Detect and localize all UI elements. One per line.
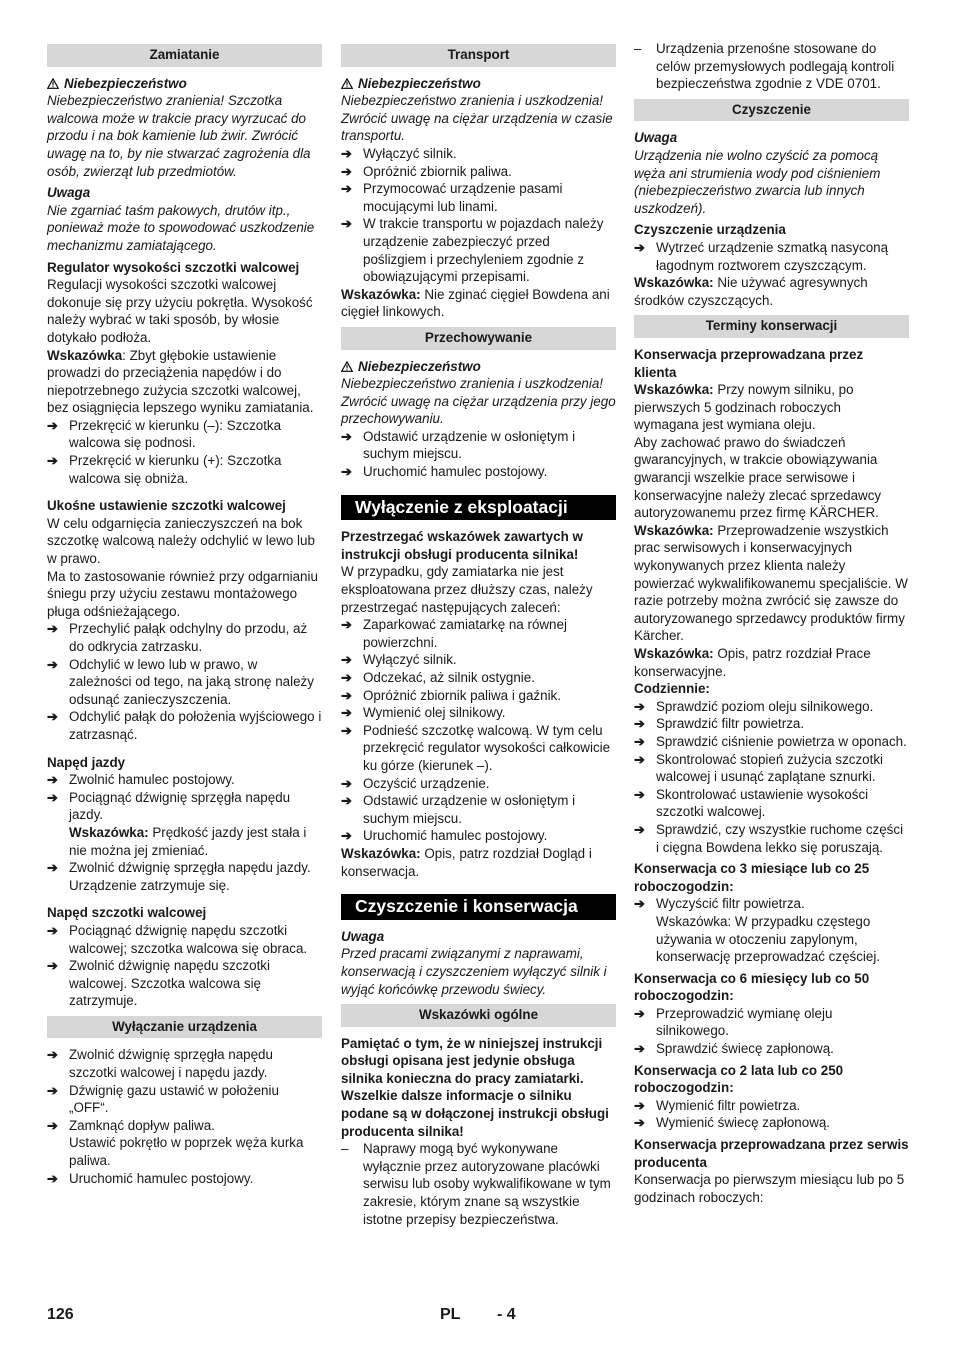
arrow-right-icon: ➔: [341, 722, 352, 738]
arrow-right-icon: ➔: [47, 789, 58, 805]
list-item-text: Uruchomić hamulec postojowy.: [363, 464, 548, 480]
hint-paragraph: [634, 645, 909, 680]
list-item-text: Odchylić pałąk do położenia wyjściowego i zatrzasnąć.: [69, 709, 322, 742]
list-item: [341, 704, 616, 722]
list-item: [634, 239, 909, 274]
hint-label: Wskazówka:: [69, 824, 149, 840]
hint-paragraph: [341, 286, 616, 321]
list-item-text: Sprawdzić filtr powietrza.: [656, 716, 805, 732]
warning-label: Niebezpieczeństwo: [64, 75, 187, 91]
arrow-right-icon: ➔: [47, 1047, 58, 1063]
subheading-regulator: Regulator wysokości szczotki walcowej: [47, 259, 300, 275]
section-heading-wylaczanie: Wyłączanie urządzenia: [47, 1016, 322, 1039]
list-item: [634, 1097, 909, 1115]
arrow-right-icon: ➔: [341, 428, 352, 444]
language-code: PL: [440, 1306, 461, 1323]
warning-label: Niebezpieczeństwo: [358, 75, 481, 91]
list-item-text: Wyłączyć silnik.: [363, 652, 457, 668]
list-item: [47, 789, 322, 824]
subheading-naped-jazdy: Napęd jazdy: [47, 754, 126, 770]
list-item: [634, 786, 909, 821]
subheading-ukosne: Ukośne ustawienie szczotki walcowej: [47, 498, 286, 514]
chapter-heading-czyszczenie-konserwacja: Czyszczenie i konserwacja: [341, 894, 616, 920]
section-heading-czyszczenie: Czyszczenie: [634, 99, 909, 122]
hint-paragraph: [47, 824, 322, 859]
warning-text: Niebezpieczeństwo zranienia i uszkodzenia! Zwrócić uwagę na ciężar urządzenia w czasie transportu.: [341, 93, 613, 144]
arrow-right-icon: ➔: [634, 1097, 645, 1113]
list-item: [634, 733, 909, 751]
section-heading-wskazowki: Wskazówki ogólne: [341, 1004, 616, 1027]
list-item: [341, 669, 616, 687]
arrow-right-icon: ➔: [341, 181, 352, 197]
list-item: [634, 821, 909, 856]
column-1: [47, 44, 322, 1187]
list-item-text: Skontrolować stopień zużycia szczotki walcowej i usunąć zaplątane sznurki.: [656, 751, 883, 785]
list-item: [341, 722, 616, 775]
hint-label: Wskazówka:: [634, 382, 714, 398]
list-item: [47, 957, 322, 1010]
list-item-text: Sprawdzić świecę zapłonową.: [656, 1041, 834, 1057]
list-item-text: Skontrolować ustawienie wysokości szczotki walcowej.: [656, 786, 869, 820]
arrow-right-icon: ➔: [341, 775, 352, 791]
hint-text: Nie używać agresywnych środków czyszczących.: [634, 275, 868, 308]
note-text: Przed pracami związanymi z naprawami, konserwacją i czyszczeniem wyłączyć silnik i wyjąć końcówkę przewodu świecy.: [341, 946, 607, 997]
list-item: [634, 1114, 909, 1132]
indented-text: Wskazówka: W przypadku częstego używania w otoczeniu zapylonym, konserwację przeprowadzać częściej.: [656, 913, 881, 965]
list-item: [341, 687, 616, 705]
arrow-right-icon: ➔: [47, 417, 58, 433]
note-heading: Uwaga: [341, 928, 385, 944]
subheading-czyszczenie-urzadzenia: Czyszczenie urządzenia: [634, 222, 786, 238]
list-item-text: Wytrzeć urządzenie szmatką nasyconą łagodnym roztworem czyszczącym.: [656, 239, 889, 273]
warning-triangle-icon: [47, 78, 59, 89]
hint-paragraph: [634, 381, 909, 434]
arrow-right-icon: ➔: [341, 828, 352, 844]
warning-label: Niebezpieczeństwo: [358, 358, 481, 374]
hint-text: Przeprowadzenie wszystkich prac serwisowych i konserwacyjnych wykonywanych przez klienta należy powierzać wykwalifikowanemu specjaliście. W razie potrzeby można zwrócić się zawsze do autoryzowanego sprzedawcy produktów firmy Kärcher.: [634, 522, 908, 644]
list-item-text: Opróżnić zbiornik paliwa.: [363, 163, 512, 179]
list-item-text: Przekręcić w kierunku (–): Szczotka walcowa się podnosi.: [69, 417, 282, 451]
arrow-right-icon: ➔: [634, 786, 645, 802]
indented-text: Ustawić pokrętło w poprzek węża kurka paliwa.: [69, 1135, 304, 1169]
hint-paragraph: [634, 522, 909, 645]
arrow-right-icon: ➔: [47, 1082, 58, 1098]
list-item-text: Przymocować urządzenie pasami mocującymi lub linami.: [363, 181, 563, 214]
hint-label: Wskazówka:: [341, 845, 421, 861]
dash-item: – Urządzenia przenośne stosowane do celów przemysłowych podlegają kontroli bezpieczeństwa zgodnie z VDE 0701.: [634, 41, 895, 92]
list-item: [341, 163, 616, 181]
arrow-right-icon: ➔: [47, 1117, 58, 1133]
paragraph: W przypadku, gdy zamiatarka nie jest eksploatowana przez dłuższy czas, należy przestrzegać następujących zaleceń:: [341, 564, 593, 615]
list-item: [341, 616, 616, 651]
list-item-text: Wyczyścić filtr powietrza.: [656, 896, 805, 912]
list-item: [341, 145, 616, 163]
list-item: [47, 1082, 322, 1117]
list-item: [47, 859, 322, 894]
warning-text: Niebezpieczeństwo zranienia i uszkodzenia! Zwrócić uwagę na ciężar urządzenia przy jego przechowywaniu.: [341, 376, 616, 427]
hint-paragraph: [47, 347, 322, 417]
list-item-text: Zwolnić hamulec postojowy.: [69, 772, 235, 788]
dash-item: – Naprawy mogą być wykonywane wyłącznie przez autoryzowane placówki serwisu lub osoby wykwalifikowane w tym zakresie, którym znane są wszystkie istotne przepisy bezpieczeństwa.: [341, 1141, 611, 1227]
list-item-text: Podnieść szczotkę walcową. W tym celu przekręcić regulator wysokości całkowicie ku górze (kierunek –).: [363, 722, 611, 773]
section-heading-zamiatanie: Zamiatanie: [47, 44, 322, 67]
list-item-text: Uruchomić hamulec postojowy.: [363, 828, 548, 844]
bold-paragraph: Przestrzegać wskazówek zawartych w instrukcji obsługi producenta silnika!: [341, 529, 583, 562]
list-item: [47, 1117, 322, 1135]
paragraph: Konserwacja po pierwszym miesiącu lub po 5 godzinach roboczych:: [634, 1172, 905, 1205]
arrow-right-icon: ➔: [47, 772, 58, 788]
list-item: [341, 180, 616, 215]
list-item-text: Opróżnić zbiornik paliwa i gaźnik.: [363, 687, 561, 703]
list-item-text: Odstawić urządzenie w osłoniętym i suchym miejscu.: [363, 428, 576, 462]
warning-heading: [341, 358, 616, 376]
list-item-text: Wymienić olej silnikowy.: [363, 705, 506, 721]
arrow-right-icon: ➔: [634, 821, 645, 837]
subheading-6-miesiecy: Konserwacja co 6 miesięcy lub co 50 roboczogodzin:: [634, 970, 870, 1004]
arrow-right-icon: ➔: [47, 958, 58, 974]
hint-label: Wskazówka:: [634, 275, 714, 291]
hint-text: Przy nowym silniku, po pierwszych 5 godzinach roboczych wymagana jest wymiana oleju.: [634, 382, 854, 433]
list-item-text: Odstawić urządzenie w osłoniętym i suchym miejscu.: [363, 793, 576, 826]
list-item: [47, 771, 322, 789]
arrow-right-icon: ➔: [341, 652, 352, 668]
warning-text: Niebezpieczeństwo zranienia! Szczotka walcowa może w trakcie pracy wyrzucać do przodu i na bok kamienie lub żwir. Zwrócić uwagę na to, by nie stwarzać zagrożenia dla osób, zwierząt lub przedmiotów.: [47, 93, 311, 179]
list-item: [47, 656, 322, 709]
section-number: - 4: [497, 1306, 516, 1323]
list-item-text: Wymienić świecę zapłonową.: [656, 1115, 831, 1131]
list-item: [47, 1170, 322, 1188]
list-item-text: Dźwignię gazu ustawić w położeniu „OFF“.: [69, 1082, 279, 1116]
list-item: [341, 651, 616, 669]
hint-label: Wskazówka:: [341, 286, 421, 302]
list-item: [47, 417, 322, 452]
arrow-right-icon: ➔: [341, 793, 352, 809]
hint-text: Opis, patrz rozdział Dogląd i konserwacja.: [341, 845, 592, 879]
hint-label: Wskazówka:: [634, 646, 714, 661]
note-heading: Uwaga: [47, 185, 91, 201]
arrow-right-icon: ➔: [634, 1005, 645, 1021]
list-item: [47, 922, 322, 957]
list-item: [634, 1005, 909, 1040]
arrow-right-icon: ➔: [341, 687, 352, 703]
list-item-text: Zwolnić dźwignię sprzęgła napędu szczotki walcowej i napędu jazdy.: [69, 1047, 273, 1081]
list-item: [341, 827, 616, 845]
paragraph: Aby zachować prawo do świadczeń gwarancyjnych, w trakcie obowiązywania gwarancji wszelkie prace serwisowe i konserwacyjne należy zlecać sprzedawcy autoryzowanemu przez firmę KÄRCHER.: [634, 434, 882, 521]
list-item-text: Zwolnić dźwignię napędu szczotki walcowej. Szczotka walcowa się zatrzymuje.: [69, 958, 270, 1009]
list-item: [47, 452, 322, 487]
warning-triangle-icon: [341, 361, 353, 372]
list-item: [341, 775, 616, 793]
section-heading-terminy: Terminy konserwacji: [634, 315, 909, 338]
list-item: [47, 620, 322, 655]
arrow-right-icon: ➔: [341, 705, 352, 721]
subheading-serwis: Konserwacja przeprowadzana przez serwis producenta: [634, 1137, 909, 1170]
list-item: [341, 215, 616, 285]
list-item: [341, 428, 616, 463]
subheading-3-miesiace: Konserwacja co 3 miesiące lub co 25 roboczogodzin:: [634, 861, 870, 894]
arrow-right-icon: ➔: [634, 733, 645, 749]
arrow-right-icon: ➔: [341, 216, 352, 232]
column-3: [634, 40, 909, 1206]
section-heading-transport: Transport: [341, 44, 616, 67]
list-item-text: Przeprowadzić wymianę oleju silnikowego.: [656, 1005, 833, 1039]
dash-item-text: Naprawy mogą być wykonywane wyłącznie przez autoryzowane placówki serwisu lub osoby wykwalifikowane w tym zakresie, którym znane są wszystkie istotne przepisy bezpieczeństwa.: [363, 1141, 611, 1227]
list-item-text: Oczyścić urządzenie.: [363, 775, 490, 791]
section-heading-przechowywanie: Przechowywanie: [341, 327, 616, 350]
bold-paragraph: Pamiętać o tym, że w niniejszej instrukcji obsługi opisana jest jedynie obsługa silnika konieczna do pracy zamiatarki. Wszelkie dalsze informacje o silniku podane są w dołączonej instrukcji obsługi producenta silnika!: [341, 1035, 609, 1139]
warning-heading: [47, 75, 322, 93]
arrow-right-icon: ➔: [634, 1041, 645, 1057]
list-item-text: Zwolnić dźwignię sprzęgła napędu jazdy. Urządzenie zatrzymuje się.: [69, 860, 311, 893]
arrow-right-icon: ➔: [47, 656, 58, 672]
hint-label: Wskazówka: [47, 347, 123, 363]
column-2: [341, 44, 616, 1228]
arrow-right-icon: ➔: [634, 716, 645, 732]
note-heading: Uwaga: [634, 130, 678, 146]
list-item-text: Zaparkować zamiatarkę na równej powierzchni.: [363, 617, 567, 650]
list-item-text: Wyłączyć silnik.: [363, 145, 457, 161]
list-item: [634, 1040, 909, 1058]
list-item-text: Sprawdzić poziom oleju silnikowego.: [656, 698, 874, 714]
list-item: [341, 792, 616, 827]
list-item: [634, 895, 909, 913]
paragraph: Ma to zastosowanie również przy odgarnianiu śniegu przy użyciu zestawu montażowego pługa odśnieżającego.: [47, 568, 318, 619]
arrow-right-icon: ➔: [341, 617, 352, 633]
arrow-right-icon: ➔: [47, 860, 58, 876]
list-item: [634, 698, 909, 716]
arrow-right-icon: ➔: [634, 896, 645, 912]
note-text: Nie zgarniać taśm pakowych, drutów itp., ponieważ może to spowodować uszkodzenie mechanizmu zamiatającego.: [47, 202, 315, 253]
list-item-text: W trakcie transportu w pojazdach należy urządzenie zabezpieczyć przed poślizgiem i przechyleniem zgodnie z obowiązującymi przepisami.: [363, 216, 604, 285]
hint-text: Prędkość jazdy jest stała i nie można jej zmieniać.: [69, 824, 307, 858]
list-item: [634, 715, 909, 733]
arrow-right-icon: ➔: [634, 751, 645, 767]
arrow-right-icon: ➔: [341, 163, 352, 179]
arrow-right-icon: ➔: [47, 453, 58, 469]
arrow-right-icon: ➔: [47, 621, 58, 637]
list-item-text: Odchylić w lewo lub w prawo, w zależności od tego, na jaką stronę należy odsunąć zanieczyszczenia.: [69, 656, 314, 707]
warning-heading: [341, 75, 616, 93]
list-item-text: Wymienić filtr powietrza.: [656, 1097, 801, 1113]
hint-text: Opis, patrz rozdział Prace konserwacyjne.: [634, 646, 871, 679]
subheading-2-lata: Konserwacja co 2 lata lub co 250 roboczogodzin:: [634, 1062, 844, 1096]
hint-text: Nie zginać cięgieł Bowdena ani cięgieł linkowych.: [341, 286, 610, 320]
arrow-right-icon: ➔: [341, 145, 352, 161]
chapter-heading-wylaczenie: Wyłączenie z eksploatacji: [341, 495, 616, 521]
hint-text: : Zbyt głębokie ustawienie prowadzi do przeciążenia napędów i do niepotrzebnego zużycia szczotki walcowej, bez osiągnięcia lepszego wyniku zamiatania.: [47, 347, 314, 416]
hint-paragraph: [634, 274, 909, 309]
arrow-right-icon: ➔: [341, 670, 352, 685]
subheading-klient: Konserwacja przeprowadzana przez klienta: [634, 346, 864, 380]
arrow-right-icon: ➔: [634, 698, 645, 714]
list-item: [341, 463, 616, 481]
hint-paragraph: [341, 845, 616, 880]
list-item-text: Pociągnąć dźwignię napędu szczotki walcowej; szczotka walcowa się obraca.: [69, 922, 308, 956]
list-item-text: Uruchomić hamulec postojowy.: [69, 1170, 254, 1186]
warning-triangle-icon: [341, 78, 353, 89]
arrow-right-icon: ➔: [634, 239, 645, 255]
list-item-text: Odczekać, aż silnik ostygnie.: [363, 670, 535, 685]
arrow-right-icon: ➔: [341, 464, 352, 480]
page-number: 126: [47, 1306, 74, 1323]
list-item-text: Sprawdzić, czy wszystkie ruchome części i cięgna Bowdena lekko się poruszają.: [656, 821, 904, 855]
arrow-right-icon: ➔: [634, 1115, 645, 1131]
list-item-text: Przechylić pałąk odchylny do przodu, aż do odkrycia zatrzasku.: [69, 621, 308, 654]
subheading-codziennie: Codziennie:: [634, 681, 710, 697]
arrow-right-icon: ➔: [47, 709, 58, 725]
list-item: [47, 708, 322, 743]
list-item-text: Pociągnąć dźwignię sprzęgła napędu jazdy.: [69, 789, 291, 823]
dash-item-text: Urządzenia przenośne stosowane do celów przemysłowych podlegają kontroli bezpieczeństwa zgodnie z VDE 0701.: [656, 41, 895, 92]
list-item: [47, 1046, 322, 1081]
list-item-text: Przekręcić w kierunku (+): Szczotka walcowa się obniża.: [69, 453, 282, 486]
note-text: Urządzenia nie wolno czyścić za pomocą węża ani strumienia wody pod ciśnieniem (niebezpieczeństwo zwarcia lub innych uszkodzeń).: [634, 147, 881, 216]
paragraph: Regulacji wysokości szczotki walcowej dokonuje się przy użyciu pokrętła. Wysokość należy wybrać w taki sposób, by włosie dotykało podłoża.: [47, 277, 313, 345]
hint-label: Wskazówka:: [634, 522, 714, 538]
list-item-text: Zamknąć dopływ paliwa.: [69, 1117, 215, 1133]
subheading-naped-szczotki: Napęd szczotki walcowej: [47, 905, 207, 921]
list-item-text: Sprawdzić ciśnienie powietrza w oponach.: [656, 733, 907, 749]
arrow-right-icon: ➔: [47, 922, 58, 938]
paragraph: W celu odgarnięcia zanieczyszczeń na bok szczotkę walcową należy odchylić w lewo lub w prawo.: [47, 515, 315, 567]
arrow-right-icon: ➔: [47, 1170, 58, 1186]
list-item: [634, 751, 909, 786]
